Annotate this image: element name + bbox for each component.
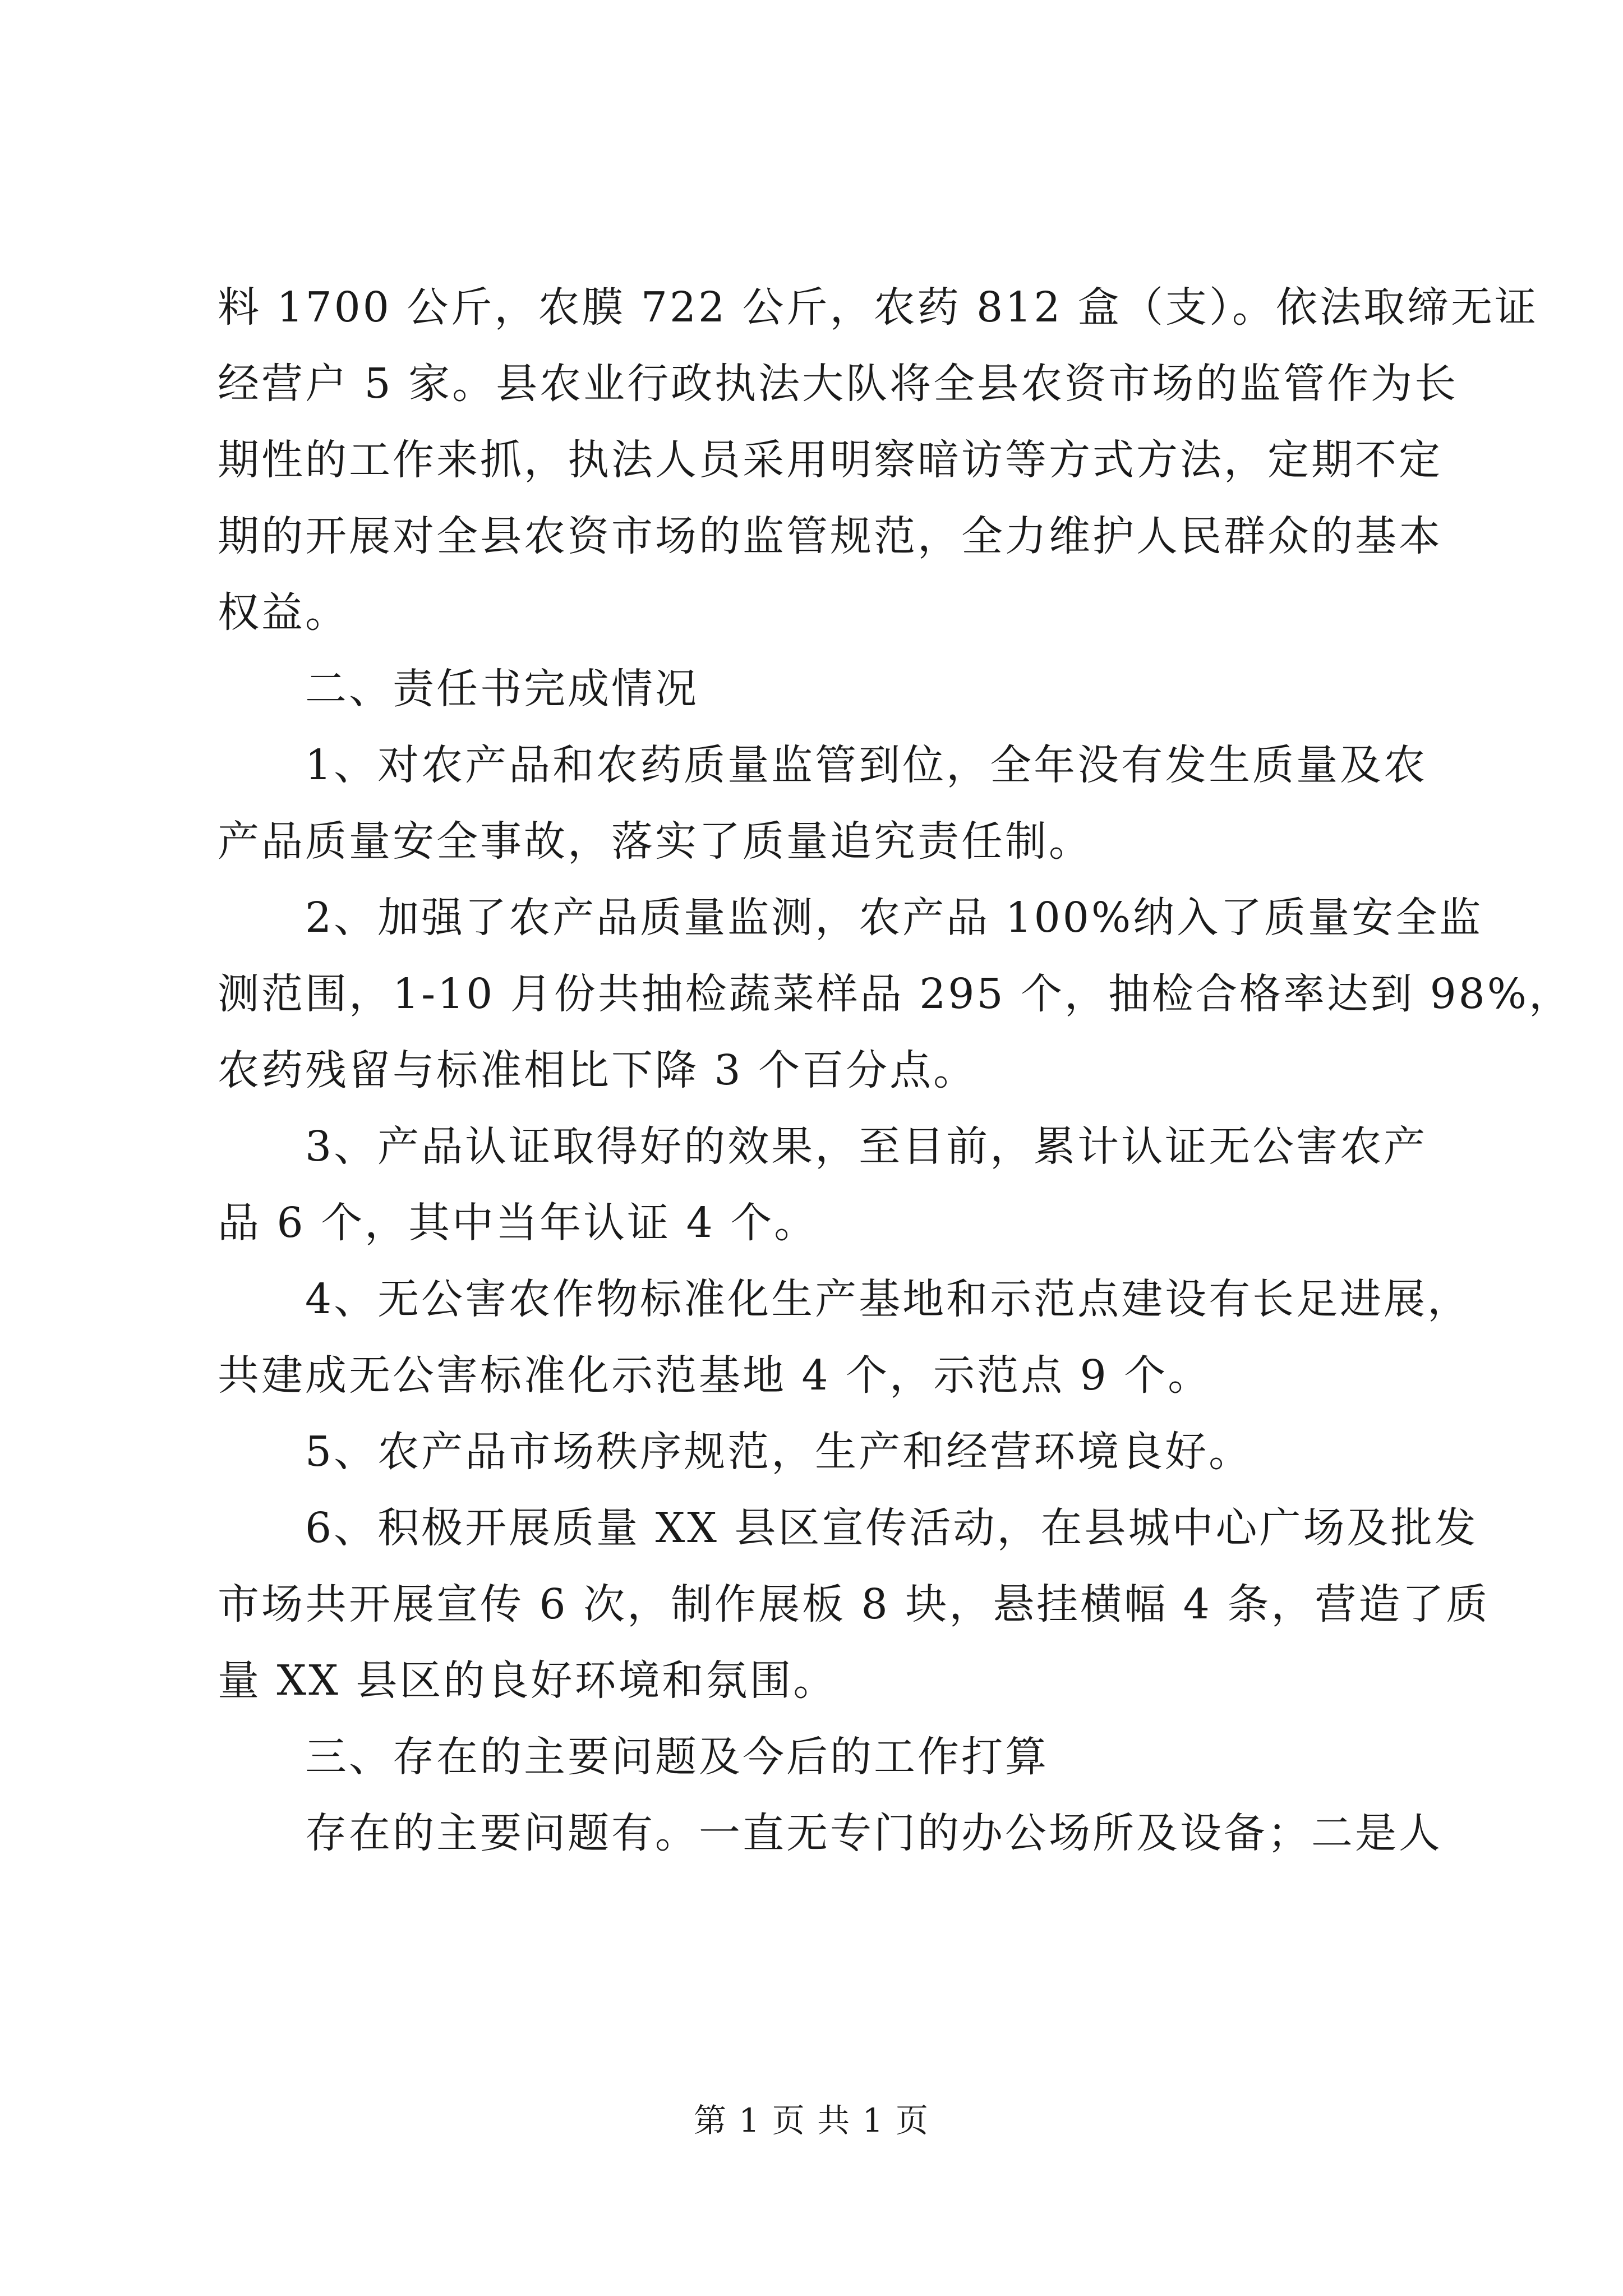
paragraph-line: 经营户 5 家。县农业行政执法大队将全县农资市场的监管作为长 <box>218 360 1459 408</box>
list-item-line: 共建成无公害标准化示范基地 4 个，示范点 9 个。 <box>218 1351 1212 1400</box>
paragraph-line: 料 1700 公斤，农膜 722 公斤，农药 812 盒（支）。依法取缔无证 <box>218 283 1538 332</box>
section-heading: 三、存在的主要问题及今后的工作打算 <box>305 1733 1049 1781</box>
paragraph-line: 权益。 <box>218 588 349 637</box>
list-item-line: 测范围，1-10 月份共抽检蔬菜样品 295 个，抽检合格率达到 98%， <box>218 970 1573 1018</box>
list-item-line: 5、农产品市场秩序规范，生产和经营环境良好。 <box>305 1428 1253 1476</box>
document-body <box>218 269 1573 1871</box>
list-item-line: 1、对农产品和农药质量监管到位，全年没有发生质量及农 <box>305 741 1428 789</box>
page-footer: 第 1 页 共 1 页 <box>694 2101 929 2139</box>
section-heading: 二、责任书完成情况 <box>305 665 699 713</box>
paragraph-line: 期性的工作来抓，执法人员采用明察暗访等方式方法，定期不定 <box>218 436 1442 484</box>
list-item-line: 品 6 个，其中当年认证 4 个。 <box>218 1199 818 1247</box>
list-item-line: 6、积极开展质量 XX 县区宣传活动，在县城中心广场及批发 <box>305 1504 1478 1552</box>
list-item-line: 市场共开展宣传 6 次，制作展板 8 块，悬挂横幅 4 条，营造了质 <box>218 1580 1490 1628</box>
list-item-line: 量 XX 县区的良好环境和氛围。 <box>218 1657 837 1705</box>
paragraph-line: 存在的主要问题有。一直无专门的办公场所及设备；二是人 <box>305 1809 1442 1857</box>
list-item-line: 2、加强了农产品质量监测，农产品 100%纳入了质量安全监 <box>305 894 1483 942</box>
paragraph-line: 期的开展对全县农资市场的监管规范，全力维护人民群众的基本 <box>218 512 1442 560</box>
list-item-line: 产品质量安全事故，落实了质量追究责任制。 <box>218 817 1092 866</box>
list-item-line: 农药残留与标准相比下降 3 个百分点。 <box>218 1046 978 1094</box>
list-item-line: 4、无公害农作物标准化生产基地和示范点建设有长足进展， <box>305 1275 1472 1323</box>
list-item-line: 3、产品认证取得好的效果，至目前，累计认证无公害农产 <box>305 1122 1428 1171</box>
